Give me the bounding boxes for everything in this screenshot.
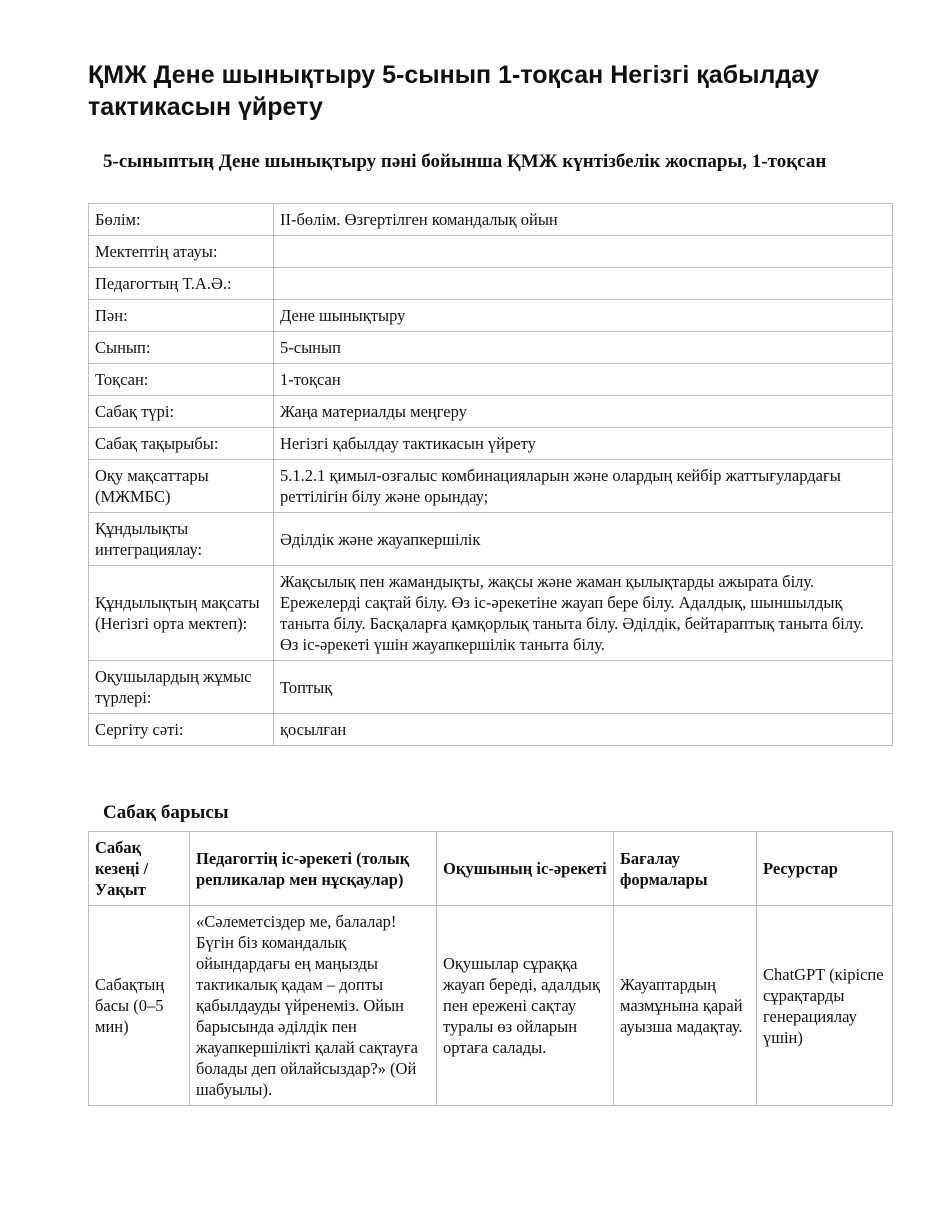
info-value: Топтық xyxy=(274,661,893,714)
header-resources: Ресурстар xyxy=(757,832,893,906)
info-row xyxy=(89,714,893,746)
info-label: Мектептің атауы: xyxy=(89,236,274,268)
info-label: Пән: xyxy=(89,300,274,332)
info-row xyxy=(89,364,893,396)
info-row xyxy=(89,204,893,236)
header-teacher: Педагогтің іс-әрекеті (толық репликалар мен нұсқаулар) xyxy=(190,832,437,906)
header-student: Оқушының іс-әрекеті xyxy=(437,832,614,906)
info-value: Әділдік және жауапкершілік xyxy=(274,513,893,566)
info-label: Сынып: xyxy=(89,332,274,364)
info-value: 1-тоқсан xyxy=(274,364,893,396)
info-row xyxy=(89,300,893,332)
header-stage: Сабақ кезеңі / Уақыт xyxy=(89,832,190,906)
student-activity-cell: Оқушылар сұраққа жауап береді, адалдық пен ережені сақтау туралы өз ойларын ортаға салады. xyxy=(437,906,614,1106)
info-value xyxy=(274,236,893,268)
info-row xyxy=(89,566,893,661)
info-value: 5.1.2.1 қимыл-озғалыс комбинацияларын және олардың кейбір жаттығулардағы реттілігін білу және орындау; xyxy=(274,460,893,513)
info-row xyxy=(89,332,893,364)
info-row xyxy=(89,268,893,300)
teacher-activity-cell: «Сәлеметсіздер ме, балалар! Бүгін біз командалық ойындардағы ең маңызды тактикалық қадам – допты қабылдауды үйренеміз. Ойын барысында әділдік пен жауапкершілікті қалай сақтауға болады деп ойлайсыздар?» (Ой шабуылы). xyxy=(190,906,437,1106)
info-label: Сабақ түрі: xyxy=(89,396,274,428)
info-value: 5-сынып xyxy=(274,332,893,364)
info-value xyxy=(274,268,893,300)
info-table xyxy=(88,203,893,746)
info-row xyxy=(89,396,893,428)
info-row xyxy=(89,428,893,460)
info-value: Негізгі қабылдау тактикасын үйрету xyxy=(274,428,893,460)
info-label: Тоқсан: xyxy=(89,364,274,396)
info-label: Құндылықтың мақсаты (Негізгі орта мектеп): xyxy=(89,566,274,661)
header-assessment: Бағалау формалары xyxy=(614,832,757,906)
info-row xyxy=(89,513,893,566)
info-value: Жаңа материалды меңгеру xyxy=(274,396,893,428)
stage-cell: Сабақтың басы (0–5 мин) xyxy=(89,906,190,1106)
page-title: ҚМЖ Дене шынықтыру 5-сынып 1-тоқсан Негізгі қабылдау тактикасын үйрету xyxy=(88,61,820,121)
plan-subtitle: 5-сыныптың Дене шынықтыру пәні бойынша ҚМЖ күнтізбелік жоспары, 1-тоқсан xyxy=(103,151,827,172)
info-row xyxy=(89,236,893,268)
info-value: Дене шынықтыру xyxy=(274,300,893,332)
lesson-table xyxy=(88,831,893,1106)
section-title: Сабақ барысы xyxy=(103,802,229,823)
info-label: Оқу мақсаттары (МЖМБС) xyxy=(89,460,274,513)
info-label: Құндылықты интеграциялау: xyxy=(89,513,274,566)
info-label: Сергіту сәті: xyxy=(89,714,274,746)
info-value: Жақсылық пен жамандықты, жақсы және жаман қылықтарды ажырата білу. Ережелерді сақтай білу. Өз іс-әрекетіне жауап бере білу. Адалдық, шыншылдық таныта білу. Басқаларға қамқорлық таныта білу. Әділдік, бейтараптық таныта білу. Өз іс-әрекеті үшін жауапкершілік таныта білу. xyxy=(274,566,893,661)
lesson-header-row xyxy=(89,832,893,906)
info-label: Сабақ тақырыбы: xyxy=(89,428,274,460)
info-value: қосылған xyxy=(274,714,893,746)
info-value: ІІ-бөлім. Өзгертілген командалық ойын xyxy=(274,204,893,236)
assessment-cell: Жауаптардың мазмұнына қарай ауызша мадақтау. xyxy=(614,906,757,1106)
info-label: Бөлім: xyxy=(89,204,274,236)
info-row xyxy=(89,661,893,714)
lesson-row xyxy=(89,906,893,1106)
info-row xyxy=(89,460,893,513)
info-label: Оқушылардың жұмыс түрлері: xyxy=(89,661,274,714)
resources-cell: ChatGPT (кіріспе сұрақтарды генерациялау үшін) xyxy=(757,906,893,1106)
info-label: Педагогтың Т.А.Ә.: xyxy=(89,268,274,300)
